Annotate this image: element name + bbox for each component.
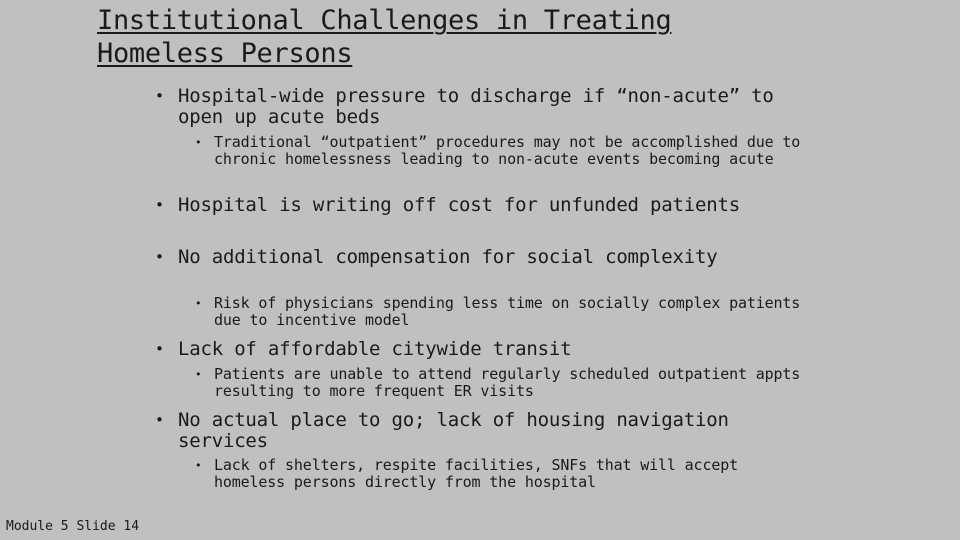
bullet-text: No actual place to go; lack of housing navigation services (178, 409, 729, 452)
slide-title: Institutional Challenges in Treating Homeless Persons (97, 5, 672, 69)
bullet-pressure-to-discharge (155, 86, 818, 128)
sub-bullet-icon: • (195, 368, 202, 381)
bullet-text: Hospital is writing off cost for unfunded patients (178, 194, 740, 216)
bullet-icon: • (155, 411, 164, 429)
sub-bullet-physician-time (195, 295, 804, 329)
bullet-icon: • (155, 196, 164, 214)
bullet-no-place-to-go (155, 410, 818, 452)
sub-bullet-icon: • (195, 459, 202, 472)
sub-bullet-text: Lack of shelters, respite facilities, SNFs that will accept homeless persons directly from the hospital (214, 456, 738, 491)
sub-bullet-icon: • (195, 136, 202, 149)
bullet-transit (155, 339, 818, 360)
sub-bullet-er-visits (195, 366, 804, 400)
slide-footer: Module 5 Slide 14 (6, 519, 140, 534)
bullet-icon: • (155, 340, 164, 358)
bullet-no-additional-compensation (155, 247, 818, 268)
sub-bullet-outpatient-procedures (195, 134, 804, 168)
sub-bullet-shelters (195, 457, 804, 491)
bullet-icon: • (155, 87, 164, 105)
sub-bullet-text: Risk of physicians spending less time on socially complex patients due to incentive model (214, 294, 801, 329)
sub-bullet-text: Traditional “outpatient” procedures may not be accomplished due to chronic homelessness leading to non-acute events becoming acute (214, 133, 801, 168)
bullet-icon: • (155, 248, 164, 266)
bullet-text: No additional compensation for social complexity (178, 246, 718, 268)
bullet-writing-off-cost (155, 195, 818, 216)
bullet-text: Hospital-wide pressure to discharge if “non-acute” to open up acute beds (178, 85, 774, 128)
sub-bullet-text: Patients are unable to attend regularly scheduled outpatient appts resulting to more frequent ER visits (214, 365, 801, 400)
bullet-text: Lack of affordable citywide transit (178, 338, 572, 360)
sub-bullet-icon: • (195, 297, 202, 310)
